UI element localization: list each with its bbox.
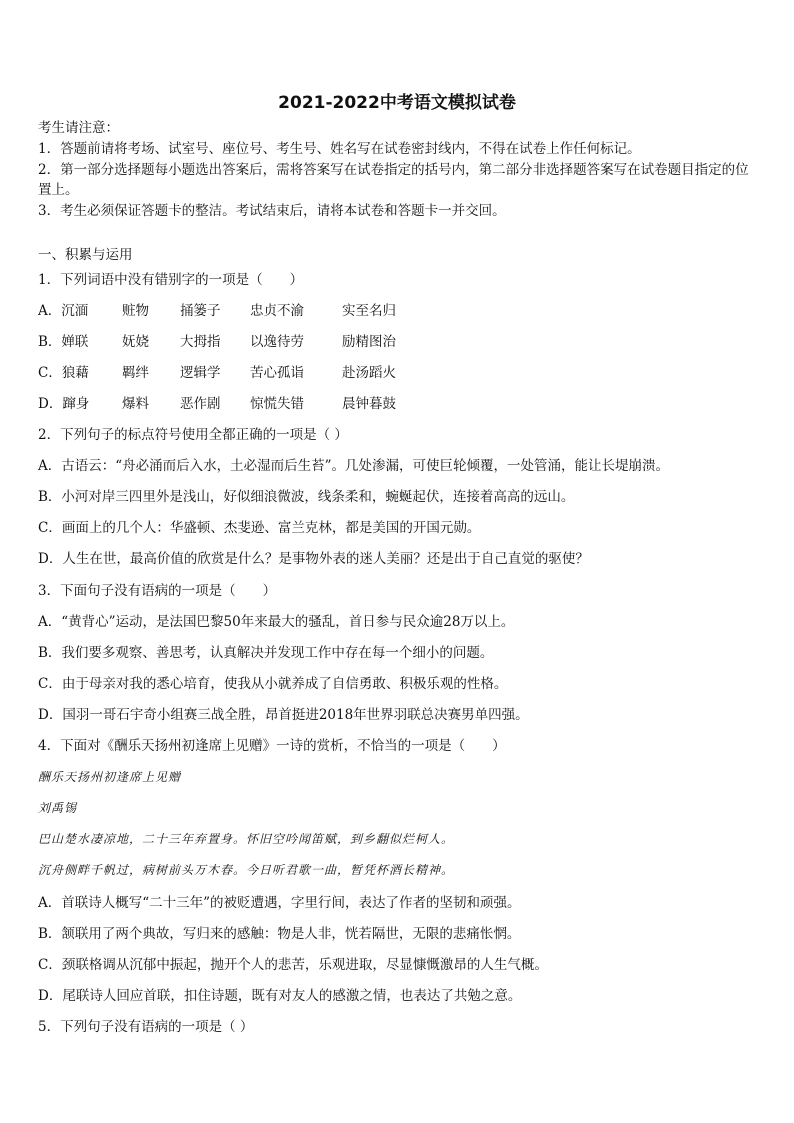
- question-4-stem: 4．下面对《酬乐天扬州初逢席上见赠》一诗的赏析，不恰当的一项是（ ）: [38, 738, 506, 754]
- notice-item: 1．答题前请将考场、试室号、座位号、考生号、姓名写在试卷密封线内，不得在试卷上作任何标记。: [38, 141, 641, 157]
- page-title: 2021-2022中考语文模拟试卷: [278, 93, 516, 113]
- q3-option-b: B．我们要多观察、善思考，认真解决并发现工作中存在每一个细小的问题。: [38, 645, 494, 661]
- option-word: 恶作剧: [180, 396, 221, 412]
- option-word: 赴汤蹈火: [342, 365, 396, 381]
- option-word: 实至名归: [342, 303, 396, 319]
- q2-option-c: C．画面上的几个人：华盛顿、杰斐逊、富兰克林，都是美国的开国元勋。: [38, 520, 481, 536]
- option-word: 惊慌失错: [250, 396, 304, 412]
- poem-author: 刘禹锡: [38, 801, 78, 815]
- option-word: 忠贞不渝: [250, 303, 304, 319]
- question-3-stem: 3．下面句子没有语病的一项是（ ）: [38, 583, 277, 599]
- option-word: D．蹿身: [38, 396, 90, 412]
- q4-option-a: A．首联诗人概写“二十三年”的被贬遭遇，字里行间，表达了作者的坚韧和顽强。: [38, 895, 521, 911]
- section-heading: 一、积累与运用: [38, 247, 133, 263]
- option-word: 晨钟暮鼓: [342, 396, 396, 412]
- q3-option-d: D．国羽一哥石宇奇小组赛三战全胜，昂首挺进2018年世界羽联总决赛男单四强。: [38, 707, 529, 723]
- option-word: B．婵联: [38, 334, 89, 350]
- notice-heading: 考生请注意：: [38, 120, 119, 136]
- option-word: 励精图治: [342, 334, 396, 350]
- q3-option-a: A．“黄背心”运动，是法国巴黎50年来最大的骚乱，首日参与民众逾28万以上。: [38, 614, 515, 630]
- question-1-stem: 1．下列词语中没有错别字的一项是（ ）: [38, 272, 304, 288]
- question-2-stem: 2．下列句子的标点符号使用全都正确的一项是（ ）: [38, 427, 348, 443]
- poem-line: 巴山楚水凄凉地，二十三年弃置身。怀旧空吟闻笛赋，到乡翻似烂柯人。: [38, 832, 455, 846]
- q4-option-d: D．尾联诗人回应首联，扣住诗题，既有对友人的感激之情，也表达了共勉之意。: [38, 988, 522, 1004]
- option-word: 羁绊: [122, 365, 149, 381]
- option-word: 以逸待劳: [250, 334, 304, 350]
- option-word: 赃物: [122, 303, 149, 319]
- option-word: 大拇指: [180, 334, 221, 350]
- option-word: 爆料: [122, 396, 149, 412]
- option-word: 捅篓子: [180, 303, 221, 319]
- option-word: 苦心孤诣: [250, 365, 304, 381]
- option-word: 逻辑学: [180, 365, 221, 381]
- q3-option-c: C．由于母亲对我的悉心培育，使我从小就养成了自信勇敢、积极乐观的性格。: [38, 676, 508, 692]
- notice-item: 2．第一部分选择题每小题选出答案后，需将答案写在试卷指定的括号内，第二部分非选择题答案写在试卷题目指定的位置上。: [38, 162, 749, 198]
- q2-option-b: B．小河对岸三四里外是浅山，好似细浪微波，线条柔和，蜿蜒起伏，连接着高高的远山。: [38, 489, 575, 505]
- q4-option-c: C．颈联格调从沉郁中振起，抛开个人的悲苦，乐观进取，尽显慷慨激昂的人生气概。: [38, 957, 548, 973]
- q2-option-a: A．古语云：“舟必涌而后入水，土必湿而后生苔”。几处渗漏，可使巨轮倾覆，一处管涌，能让长堤崩溃。: [38, 458, 670, 474]
- option-word: C．狼藉: [38, 365, 89, 381]
- question-5-stem: 5．下列句子没有语病的一项是（ ）: [38, 1019, 254, 1035]
- q4-option-b: B．颔联用了两个典故，写归来的感触：物是人非，恍若隔世，无限的悲痛怅惘。: [38, 926, 521, 942]
- option-word: A．沉湎: [38, 303, 89, 319]
- poem-title: 酬乐天扬州初逢席上见赠: [38, 770, 182, 784]
- poem-line: 沉舟侧畔千帆过，病树前头万木春。今日听君歌一曲，暂凭杯酒长精神。: [38, 863, 455, 877]
- option-word: 妩娆: [122, 334, 149, 350]
- q2-option-d: D．人生在世，最高价值的欣赏是什么？是事物外表的迷人美丽？还是出于自己直觉的驱使？: [38, 551, 589, 567]
- notice-item: 3．考生必须保证答题卡的整洁。考试结束后，请将本试卷和答题卡一并交回。: [38, 203, 506, 219]
